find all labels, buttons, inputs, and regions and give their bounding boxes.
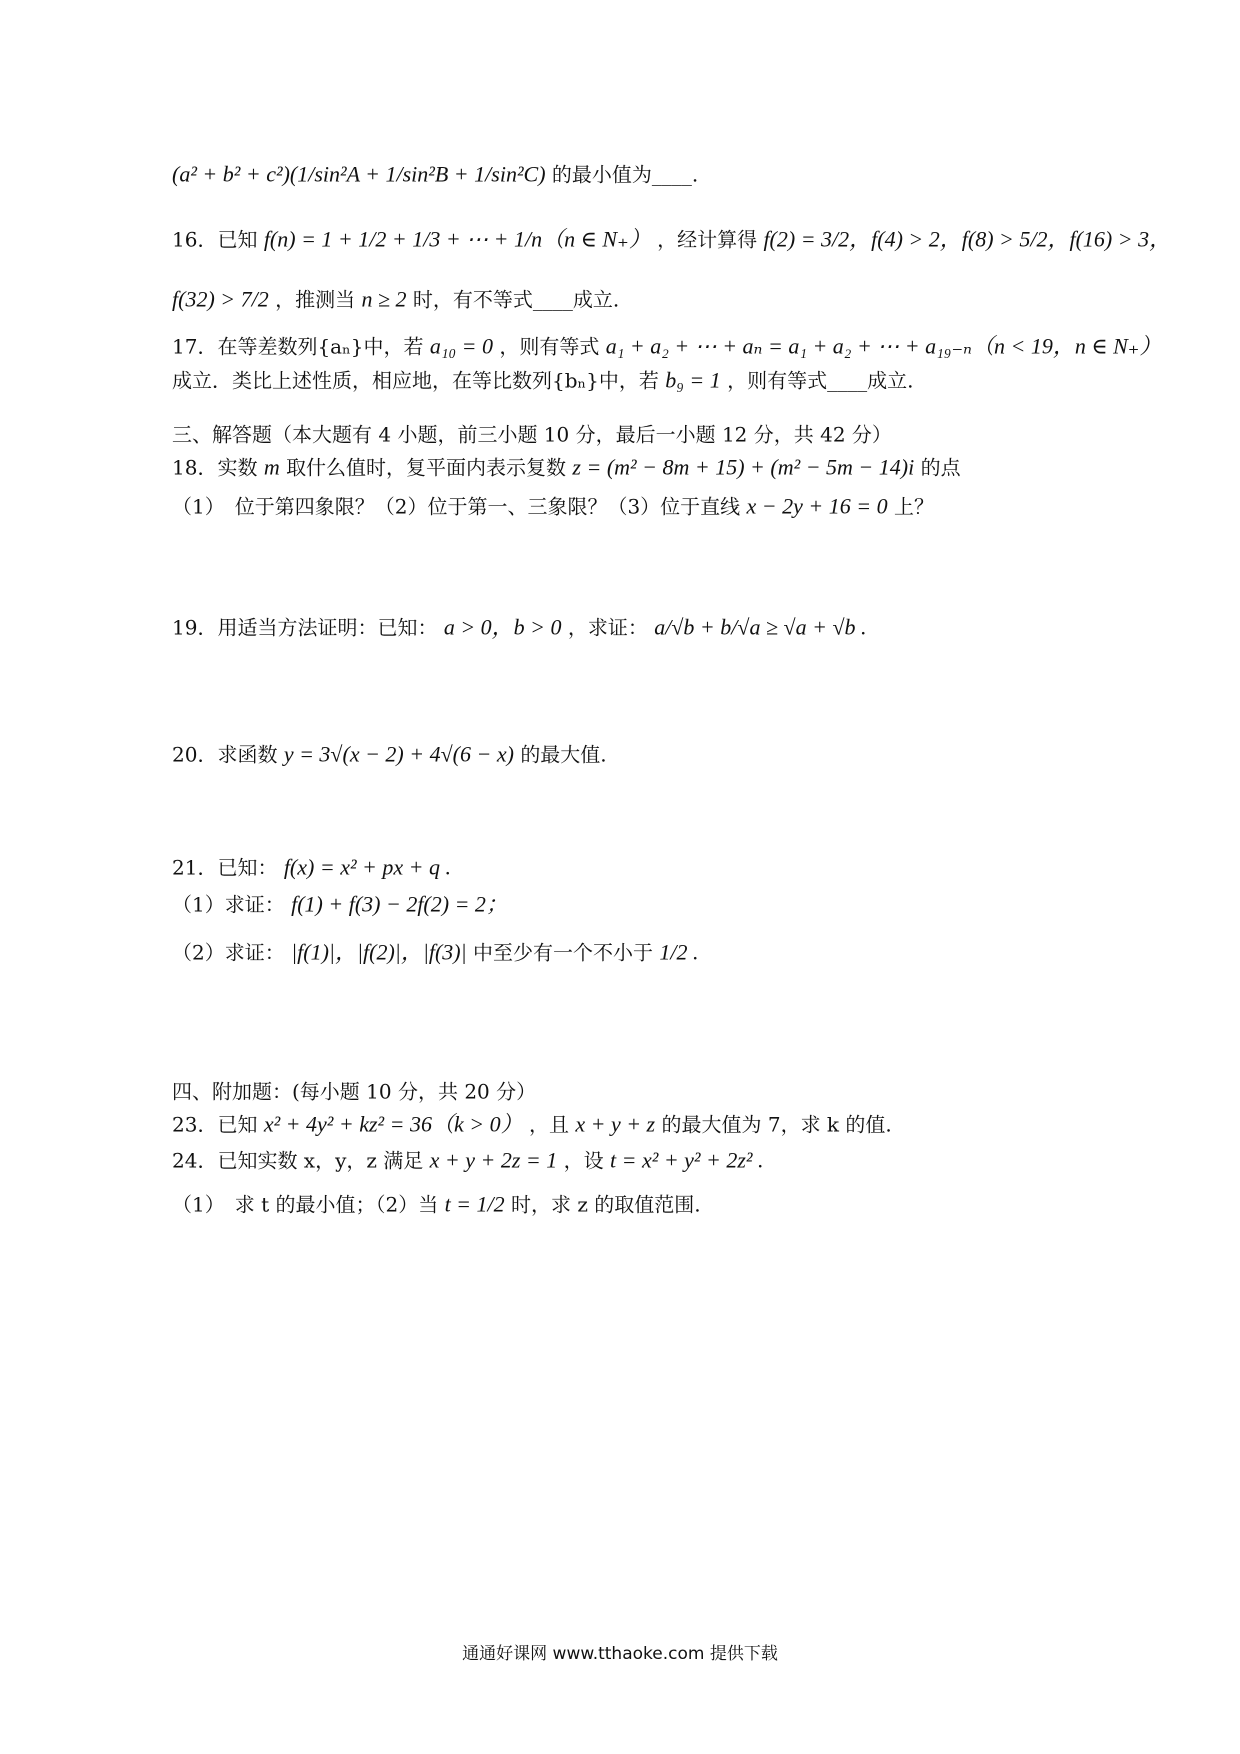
text: 21．已知：: [172, 855, 278, 880]
item-15-tail: [172, 163, 698, 186]
text: 16．已知: [172, 227, 258, 252]
text: 的最大值为 7，求 k 的值.: [661, 1112, 892, 1137]
expression: f(1) + f(3) − 2f(2) = 2；: [291, 891, 508, 917]
expression: x − 2y + 16 = 0: [746, 493, 888, 519]
text: 20．求函数: [172, 742, 278, 767]
expression: y = 3√(x − 2) + 4√(6 − x): [283, 741, 514, 767]
item-24-line1: [172, 1149, 764, 1172]
expression: t = x² + y² + 2z² .: [610, 1147, 764, 1173]
expression: b₉ = 1: [665, 367, 721, 393]
item-18-line1: [172, 456, 961, 479]
expression: f(32) > 7/2: [172, 286, 269, 312]
text: 24．已知实数 x，y，z 满足: [172, 1148, 424, 1173]
text: 时，求 z 的取值范围.: [511, 1192, 701, 1217]
text: 的最大值.: [520, 742, 607, 767]
expression: x + y + z: [575, 1111, 656, 1137]
text: 成立．类比上述性质，相应地，在等比数列{bₙ}中，若: [172, 368, 659, 393]
item-24-line2: [172, 1193, 701, 1216]
expression: a/√b + b/√a ≥ √a + √b .: [654, 614, 867, 640]
footer: 通通好课网 www.tthaoke.com 提供下载: [462, 1644, 778, 1664]
section-3-heading: [172, 423, 892, 445]
text: ，则有等式____成立.: [727, 368, 914, 393]
expression: x² + 4y² + kz² = 36（k > 0）: [263, 1111, 523, 1137]
text: 18．实数: [172, 455, 258, 480]
item-20: [172, 743, 607, 766]
text: ，推测当: [275, 287, 356, 312]
text: ，求证：: [567, 615, 648, 640]
expression: t = 1/2: [444, 1191, 505, 1217]
text: ，设: [563, 1148, 604, 1173]
item-23: [172, 1113, 892, 1136]
text: 时，有不等式____成立.: [412, 287, 620, 312]
item-17-line2: [172, 369, 913, 392]
expression: a > 0，b > 0: [443, 614, 562, 640]
item-17-line1: [172, 335, 1161, 358]
expression: |f(1)|，|f(2)|，|f(3)|: [291, 939, 467, 965]
text: 19．用适当方法证明：已知：: [172, 615, 438, 640]
text: 17．在等差数列{aₙ}中，若: [172, 334, 424, 359]
text: 23．已知: [172, 1112, 258, 1137]
expression: n ≥ 2: [361, 286, 407, 312]
expression: (a² + b² + c²)(1/sin²A + 1/sin²B + 1/sin²C): [172, 161, 546, 187]
text: ，且: [528, 1112, 569, 1137]
text: （1） 位于第四象限？（2）位于第一、三象限？（3）位于直线: [172, 494, 741, 519]
item-16-line1: [172, 228, 1171, 251]
text: （2）求证：: [172, 940, 285, 965]
text: ，则有等式: [499, 334, 600, 359]
item-18-line2: [172, 495, 934, 518]
item-16-line2: [172, 288, 619, 311]
text: 中至少有一个不小于: [473, 940, 654, 965]
expression: a₁ + a₂ + ⋯ + aₙ = a₁ + a₂ + ⋯ + a₁₉₋ₙ（n < 19，n ∈ N₊）: [605, 333, 1162, 359]
section-4-heading: [172, 1080, 536, 1102]
text: （1）求证：: [172, 892, 285, 917]
expression: f(x) = x² + px + q .: [283, 854, 452, 880]
expression: z = (m² − 8m + 15) + (m² − 5m − 14)i: [572, 454, 915, 480]
item-21-line2: [172, 893, 508, 916]
text: ，经计算得: [657, 227, 758, 252]
expression: x + y + 2z = 1: [429, 1147, 558, 1173]
text: 四、附加题：(每小题 10 分，共 20 分）: [172, 1079, 537, 1104]
text: 上？: [893, 494, 934, 519]
item-21-line1: [172, 856, 451, 879]
expression: a₁₀ = 0: [429, 333, 493, 359]
text: 三、解答题（本大题有 4 小题，前三小题 10 分，最后一小题 12 分，共 42 分）: [172, 422, 892, 447]
text: （1） 求 t 的最小值；（2）当: [172, 1192, 439, 1217]
text: 的点: [920, 455, 961, 480]
item-19: [172, 616, 867, 639]
text: 的最小值为____.: [551, 162, 699, 187]
item-21-line3: [172, 941, 699, 964]
expression: f(2) = 3/2，f(4) > 2，f(8) > 5/2，f(16) > 3，: [763, 226, 1172, 252]
expression: f(n) = 1 + 1/2 + 1/3 + ⋯ + 1/n（n ∈ N₊）: [263, 226, 651, 252]
expression: m: [263, 454, 280, 480]
text: 取什么值时，复平面内表示复数: [286, 455, 567, 480]
expression: 1/2 .: [659, 939, 699, 965]
